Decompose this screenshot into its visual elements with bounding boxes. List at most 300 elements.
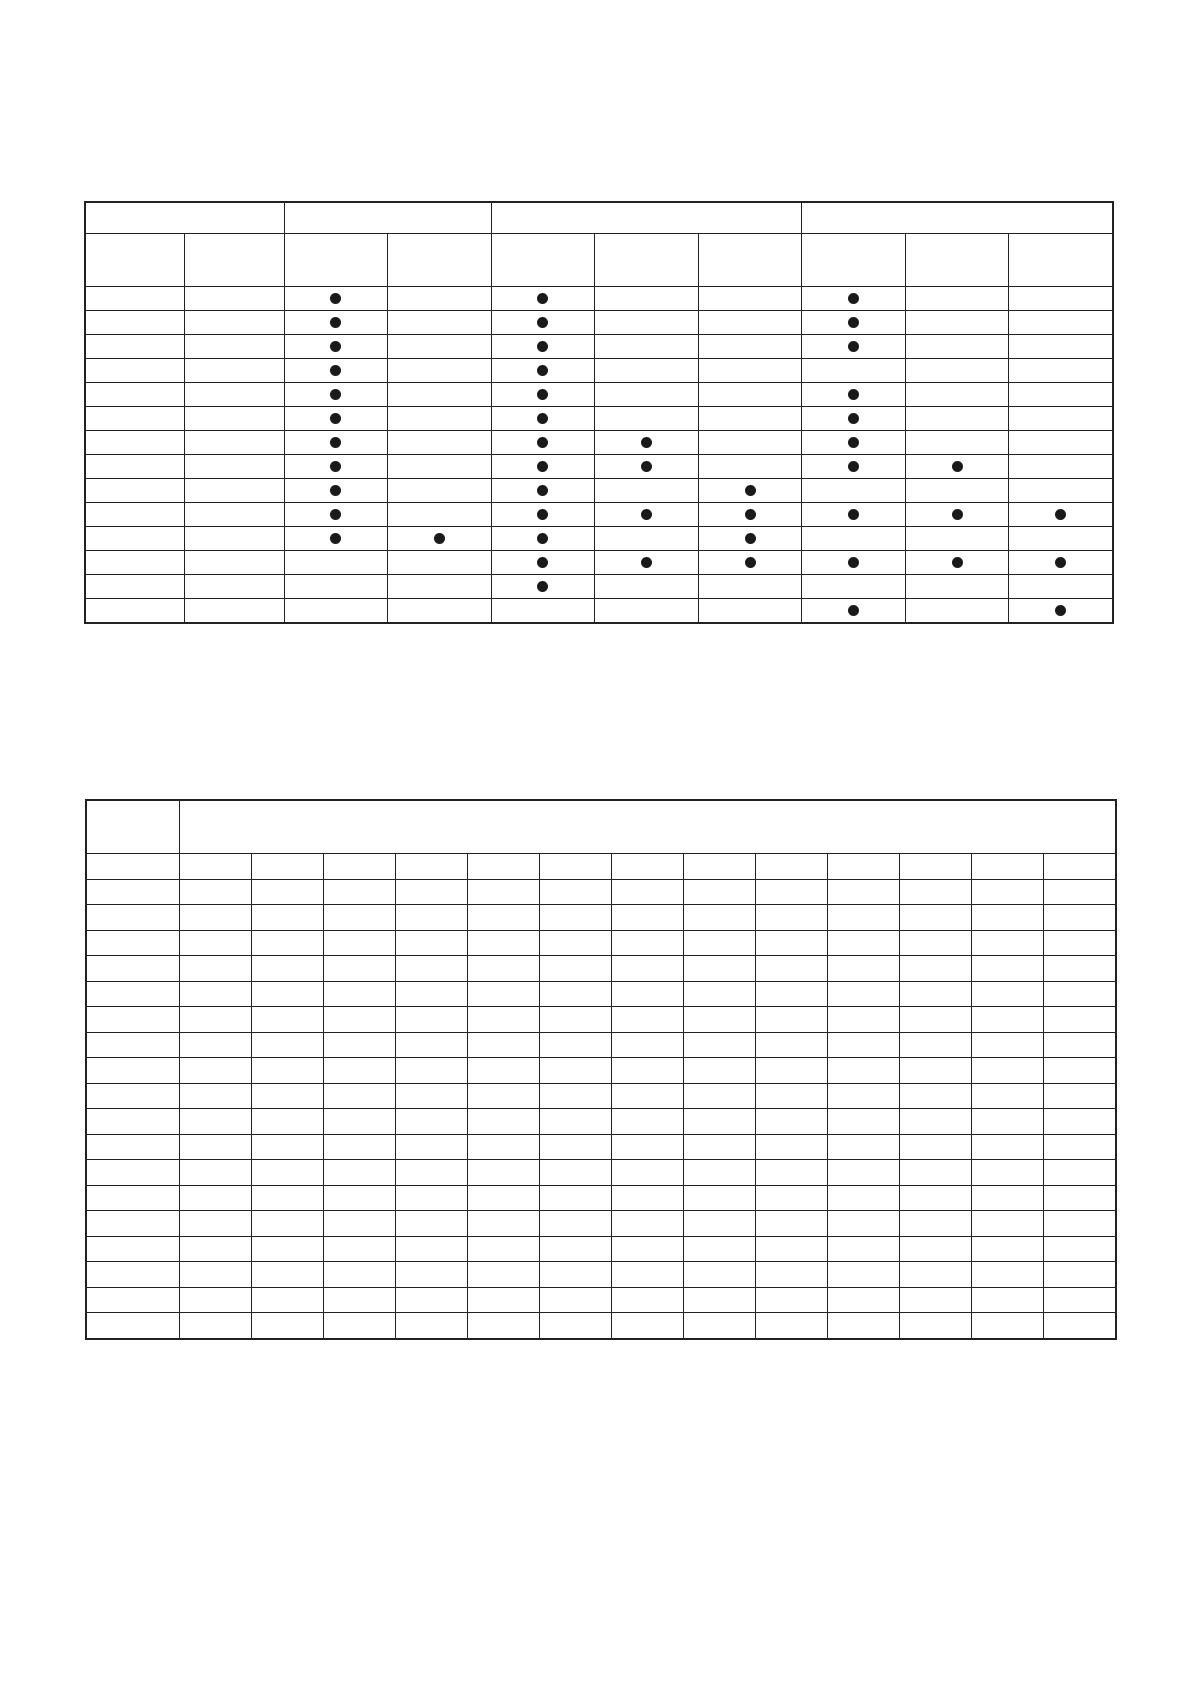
grid-cell xyxy=(972,956,1044,982)
table-cell xyxy=(491,335,595,359)
grid-cell xyxy=(468,930,540,956)
table-cell xyxy=(698,407,802,431)
filled-dot-icon xyxy=(641,437,652,448)
table-cell xyxy=(595,311,699,335)
grid-cell xyxy=(684,879,756,905)
grid-cell xyxy=(612,981,684,1007)
grid-cell xyxy=(756,1007,828,1033)
grid-cell xyxy=(468,1032,540,1058)
grid-cell xyxy=(684,1134,756,1160)
grid-cell xyxy=(972,1287,1044,1313)
grid-cell xyxy=(396,1058,468,1084)
row-label-cell xyxy=(87,1313,180,1339)
table-cell xyxy=(802,407,906,431)
grid-cell xyxy=(540,930,612,956)
table-cell xyxy=(86,503,185,527)
table-cell xyxy=(1009,431,1113,455)
grid-cell xyxy=(612,1313,684,1339)
table-cell xyxy=(185,575,284,599)
table-cell xyxy=(1009,335,1113,359)
grid-cell xyxy=(684,1109,756,1135)
group-header xyxy=(86,203,285,234)
grid-cell xyxy=(324,1032,396,1058)
grid-cell xyxy=(900,1287,972,1313)
table-cell xyxy=(595,575,699,599)
table-cell xyxy=(802,383,906,407)
filled-dot-icon xyxy=(641,509,652,520)
filled-dot-icon xyxy=(952,461,963,472)
grid-cell xyxy=(972,1236,1044,1262)
filled-dot-icon xyxy=(848,413,859,424)
grid-cell xyxy=(756,854,828,880)
table-cell xyxy=(491,311,595,335)
table-row xyxy=(86,335,1113,359)
grid-cell xyxy=(900,1185,972,1211)
column-header xyxy=(86,234,185,287)
grid-cell xyxy=(684,1185,756,1211)
table-cell xyxy=(491,479,595,503)
grid-cell xyxy=(1044,1160,1116,1186)
grid-cell xyxy=(972,1211,1044,1237)
filled-dot-icon xyxy=(848,509,859,520)
grid-cell xyxy=(252,1262,324,1288)
filled-dot-icon xyxy=(537,533,548,544)
grid-cell xyxy=(180,1287,252,1313)
filled-dot-icon xyxy=(537,485,548,496)
grid-cell xyxy=(684,1007,756,1033)
grid-cell xyxy=(396,1083,468,1109)
table-cell xyxy=(185,551,284,575)
grid-row xyxy=(87,1236,1116,1262)
table-cell xyxy=(1009,287,1113,311)
grid-cell xyxy=(396,1134,468,1160)
grid-row xyxy=(87,1287,1116,1313)
grid-cell xyxy=(828,1083,900,1109)
grid-cell xyxy=(180,1134,252,1160)
grid-cell xyxy=(324,1313,396,1339)
table-cell xyxy=(388,479,492,503)
grid-cell xyxy=(972,1160,1044,1186)
grid-cell xyxy=(900,905,972,931)
table-cell xyxy=(802,551,906,575)
grid-cell xyxy=(324,1007,396,1033)
table-cell xyxy=(284,479,388,503)
grid-cell xyxy=(540,1236,612,1262)
table-cell xyxy=(185,311,284,335)
table-cell xyxy=(185,335,284,359)
table-cell xyxy=(185,455,284,479)
table-cell xyxy=(595,335,699,359)
table-cell xyxy=(491,599,595,623)
grid-row xyxy=(87,1007,1116,1033)
grid-row xyxy=(87,905,1116,931)
table-row xyxy=(86,551,1113,575)
grid-cell xyxy=(180,1109,252,1135)
table-cell xyxy=(388,431,492,455)
grid-cell xyxy=(396,1109,468,1135)
grid-cell xyxy=(1044,981,1116,1007)
filled-dot-icon xyxy=(330,485,341,496)
grid-cell xyxy=(180,956,252,982)
grid-cell xyxy=(396,1262,468,1288)
grid-cell xyxy=(900,879,972,905)
grid-cell xyxy=(972,981,1044,1007)
grid-cell xyxy=(900,1262,972,1288)
grid-cell xyxy=(180,854,252,880)
row-label-cell xyxy=(87,905,180,931)
grid-cell xyxy=(756,1083,828,1109)
filled-dot-icon xyxy=(745,509,756,520)
table-cell xyxy=(802,335,906,359)
filled-dot-icon xyxy=(537,389,548,400)
grid-cell xyxy=(468,879,540,905)
table-cell xyxy=(595,383,699,407)
grid-cell xyxy=(828,1160,900,1186)
grid-cell xyxy=(612,1211,684,1237)
grid-cell xyxy=(396,1185,468,1211)
grid-cell xyxy=(468,1313,540,1339)
row-label-cell xyxy=(87,1185,180,1211)
filled-dot-icon xyxy=(537,581,548,592)
table-row xyxy=(86,527,1113,551)
grid-cell xyxy=(540,1185,612,1211)
grid-cell xyxy=(972,1262,1044,1288)
table-cell xyxy=(185,431,284,455)
grid-cell xyxy=(972,854,1044,880)
grid-cell xyxy=(612,1134,684,1160)
row-label-cell xyxy=(87,1262,180,1288)
table-row xyxy=(86,407,1113,431)
grid-cell xyxy=(180,1032,252,1058)
grid-cell xyxy=(180,1211,252,1237)
table-cell xyxy=(698,311,802,335)
table-cell xyxy=(185,599,284,623)
grid-cell xyxy=(468,981,540,1007)
grid-cell xyxy=(540,1160,612,1186)
grid-cell xyxy=(972,879,1044,905)
grid-row xyxy=(87,1058,1116,1084)
table-cell xyxy=(1009,599,1113,623)
grid-row xyxy=(87,854,1116,880)
grid-cell xyxy=(180,879,252,905)
grid-cell xyxy=(756,1185,828,1211)
grid-cell xyxy=(756,981,828,1007)
grid-cell xyxy=(612,1236,684,1262)
filled-dot-icon xyxy=(330,365,341,376)
grid-cell xyxy=(1044,879,1116,905)
grid-cell xyxy=(396,1287,468,1313)
filled-dot-icon xyxy=(848,557,859,568)
grid-cell xyxy=(1044,1262,1116,1288)
column-header xyxy=(185,234,284,287)
grid-cell xyxy=(540,1134,612,1160)
grid-cell xyxy=(612,1032,684,1058)
grid-row xyxy=(87,1262,1116,1288)
grid-cell xyxy=(828,1262,900,1288)
table-cell xyxy=(86,383,185,407)
table-cell xyxy=(86,287,185,311)
table-cell xyxy=(698,359,802,383)
table-cell xyxy=(185,527,284,551)
table-cell xyxy=(698,527,802,551)
table-cell xyxy=(1009,503,1113,527)
table-cell xyxy=(905,383,1009,407)
filled-dot-icon xyxy=(537,509,548,520)
table-cell xyxy=(802,455,906,479)
grid-cell xyxy=(324,854,396,880)
grid-cell xyxy=(468,956,540,982)
grid-cell xyxy=(324,879,396,905)
table-cell xyxy=(595,407,699,431)
grid-cell xyxy=(756,930,828,956)
table-cell xyxy=(698,503,802,527)
table-row xyxy=(86,287,1113,311)
grid-cell xyxy=(180,1262,252,1288)
row-label-cell xyxy=(87,1287,180,1313)
table-cell xyxy=(1009,383,1113,407)
grid-cell xyxy=(468,1007,540,1033)
table-cell xyxy=(86,359,185,383)
table-row xyxy=(86,575,1113,599)
table-cell xyxy=(595,551,699,575)
table-cell xyxy=(185,479,284,503)
table-cell xyxy=(388,575,492,599)
grid-cell xyxy=(252,879,324,905)
grid-cell xyxy=(684,1211,756,1237)
grid-cell xyxy=(828,1313,900,1339)
row-label-cell xyxy=(87,879,180,905)
table-cell xyxy=(595,455,699,479)
table-row xyxy=(86,359,1113,383)
filled-dot-icon xyxy=(537,317,548,328)
group-header-row xyxy=(86,203,1113,234)
grid-cell xyxy=(972,1313,1044,1339)
grid-cell xyxy=(540,1262,612,1288)
table-cell xyxy=(905,335,1009,359)
table-cell xyxy=(595,599,699,623)
grid-cell xyxy=(396,1236,468,1262)
table-cell xyxy=(1009,311,1113,335)
grid-row xyxy=(87,1185,1116,1211)
table-cell xyxy=(802,287,906,311)
table-cell xyxy=(491,383,595,407)
filled-dot-icon xyxy=(537,293,548,304)
grid-cell xyxy=(900,1032,972,1058)
grid-row xyxy=(87,1160,1116,1186)
table-cell xyxy=(1009,407,1113,431)
filled-dot-icon xyxy=(537,365,548,376)
table-cell xyxy=(491,575,595,599)
table-cell xyxy=(1009,575,1113,599)
column-header xyxy=(698,234,802,287)
table-cell xyxy=(284,503,388,527)
grid-cell xyxy=(684,1160,756,1186)
column-header xyxy=(905,234,1009,287)
table-cell xyxy=(905,407,1009,431)
grid-cell xyxy=(756,1236,828,1262)
grid-cell xyxy=(468,1211,540,1237)
grid-cell xyxy=(180,981,252,1007)
table-cell xyxy=(388,527,492,551)
filled-dot-icon xyxy=(1055,557,1066,568)
table-cell xyxy=(595,527,699,551)
grid-cell xyxy=(252,956,324,982)
table-cell xyxy=(284,335,388,359)
grid-cell xyxy=(612,1083,684,1109)
filled-dot-icon xyxy=(330,461,341,472)
grid-cell xyxy=(324,1160,396,1186)
grid-cell xyxy=(1044,1058,1116,1084)
grid-cell xyxy=(900,956,972,982)
table-cell xyxy=(185,407,284,431)
grid-cell xyxy=(252,905,324,931)
table-cell xyxy=(595,479,699,503)
filled-dot-icon xyxy=(434,533,445,544)
table-cell xyxy=(388,287,492,311)
grid-cell xyxy=(468,1287,540,1313)
table-cell xyxy=(698,287,802,311)
filled-dot-icon xyxy=(848,605,859,616)
grid-cell xyxy=(1044,1185,1116,1211)
grid-cell xyxy=(684,1032,756,1058)
grid-cell xyxy=(468,1083,540,1109)
grid-cell xyxy=(396,1211,468,1237)
table-cell xyxy=(802,311,906,335)
grid-cell xyxy=(396,1313,468,1339)
grid-cell xyxy=(252,1211,324,1237)
grid-cell xyxy=(756,1109,828,1135)
filled-dot-icon xyxy=(330,413,341,424)
row-label-cell xyxy=(87,1083,180,1109)
grid-cell xyxy=(756,1058,828,1084)
grid-cell xyxy=(180,1236,252,1262)
grid-cell xyxy=(1044,1211,1116,1237)
table-row xyxy=(86,479,1113,503)
table-cell xyxy=(698,383,802,407)
table-row xyxy=(86,599,1113,623)
grid-cell xyxy=(828,1185,900,1211)
grid-cell xyxy=(180,1313,252,1339)
grid-cell xyxy=(972,1134,1044,1160)
blank-grid-table xyxy=(86,800,1116,1339)
grid-cell xyxy=(1044,1032,1116,1058)
table-cell xyxy=(1009,551,1113,575)
grid-cell xyxy=(612,879,684,905)
grid-cell xyxy=(972,1032,1044,1058)
table-cell xyxy=(802,431,906,455)
grid-cell xyxy=(252,854,324,880)
grid-cell xyxy=(252,1313,324,1339)
grid-cell xyxy=(324,1236,396,1262)
grid-cell xyxy=(900,854,972,880)
table-cell xyxy=(284,527,388,551)
table-cell xyxy=(491,527,595,551)
grid-row xyxy=(87,956,1116,982)
grid-cell xyxy=(684,1313,756,1339)
table-cell xyxy=(284,575,388,599)
table-cell xyxy=(86,335,185,359)
table-cell xyxy=(905,599,1009,623)
table-cell xyxy=(1009,479,1113,503)
grid-cell xyxy=(972,905,1044,931)
grid-cell xyxy=(468,1236,540,1262)
group-header xyxy=(802,203,1113,234)
row-label-cell xyxy=(87,956,180,982)
grid-cell xyxy=(828,956,900,982)
table-cell xyxy=(491,359,595,383)
filled-dot-icon xyxy=(537,437,548,448)
grid-cell xyxy=(252,1134,324,1160)
table-cell xyxy=(86,575,185,599)
table-cell xyxy=(284,287,388,311)
table-cell xyxy=(86,527,185,551)
grid-cell xyxy=(180,905,252,931)
table-cell xyxy=(905,503,1009,527)
grid-cell xyxy=(468,1134,540,1160)
table-cell xyxy=(905,359,1009,383)
grid-cell xyxy=(900,1058,972,1084)
grid-cell xyxy=(324,905,396,931)
grid-cell xyxy=(252,1083,324,1109)
table-row xyxy=(86,383,1113,407)
grid-cell xyxy=(252,1007,324,1033)
grid-cell xyxy=(180,930,252,956)
grid-cell xyxy=(540,1211,612,1237)
table-cell xyxy=(802,599,906,623)
filled-dot-icon xyxy=(330,509,341,520)
grid-cell xyxy=(540,1007,612,1033)
table-cell xyxy=(698,551,802,575)
grid-cell xyxy=(756,1032,828,1058)
table-cell xyxy=(284,599,388,623)
grid-cell xyxy=(1044,1007,1116,1033)
grid-cell xyxy=(540,1287,612,1313)
row-label-cell xyxy=(87,1134,180,1160)
table-cell xyxy=(1009,359,1113,383)
table-cell xyxy=(388,335,492,359)
row-label-cell xyxy=(87,1058,180,1084)
grid-cell xyxy=(1044,1134,1116,1160)
grid-cell xyxy=(324,1109,396,1135)
table-cell xyxy=(802,527,906,551)
grid-cell xyxy=(252,930,324,956)
table-row xyxy=(86,431,1113,455)
grid-cell xyxy=(828,1134,900,1160)
grid-cell xyxy=(828,905,900,931)
table-cell xyxy=(185,383,284,407)
filled-dot-icon xyxy=(537,557,548,568)
grid-cell xyxy=(252,1032,324,1058)
grid-cell xyxy=(684,1262,756,1288)
grid-row xyxy=(87,879,1116,905)
group-header xyxy=(284,203,491,234)
grid-row xyxy=(87,1134,1116,1160)
grid-cell xyxy=(756,1313,828,1339)
grid-cell xyxy=(972,930,1044,956)
table-cell xyxy=(185,503,284,527)
grid-cell xyxy=(540,1109,612,1135)
row-label-cell xyxy=(87,981,180,1007)
table-cell xyxy=(491,407,595,431)
table-cell xyxy=(86,431,185,455)
grid-cell xyxy=(900,1007,972,1033)
grid-cell xyxy=(612,905,684,931)
table-cell xyxy=(905,575,1009,599)
grid-cell xyxy=(900,1109,972,1135)
grid-cell xyxy=(180,1058,252,1084)
table-cell xyxy=(284,383,388,407)
row-label-cell xyxy=(87,1109,180,1135)
